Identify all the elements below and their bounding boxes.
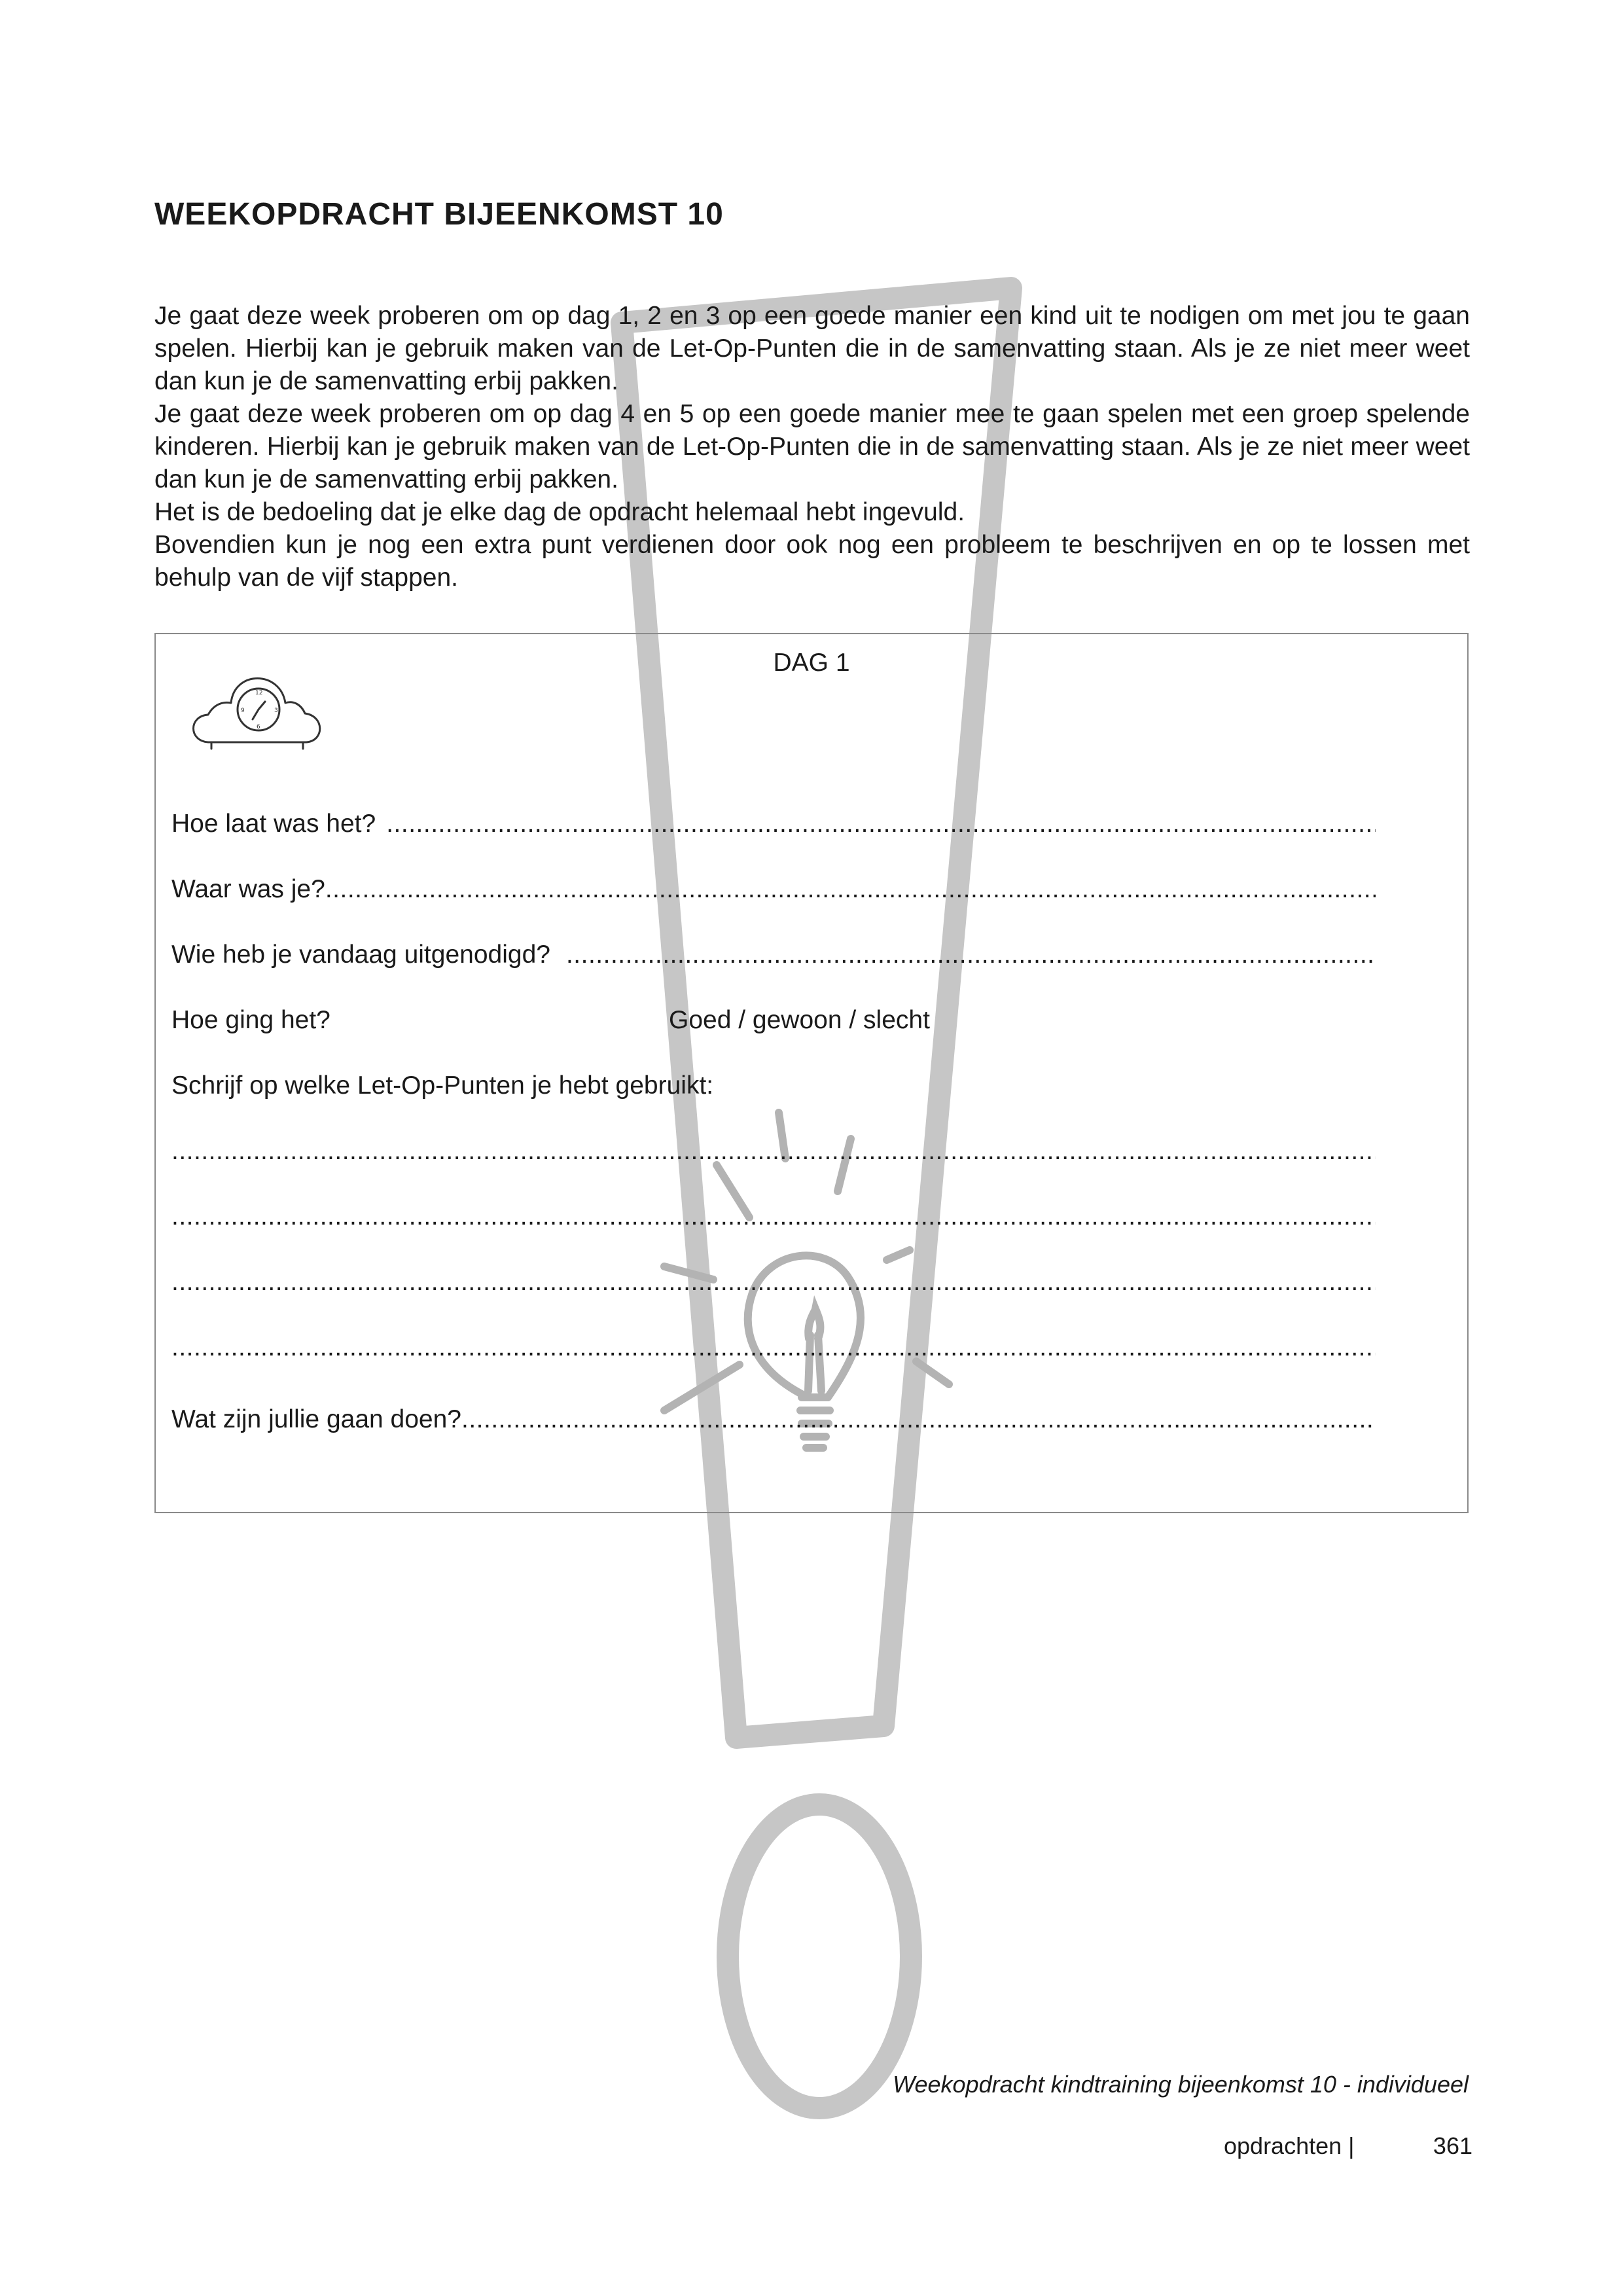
page-title: WEEKOPDRACHT BIJEENKOMST 10 bbox=[154, 197, 724, 232]
how-options[interactable]: Goed / gewoon / slecht bbox=[669, 1006, 930, 1034]
instructions bbox=[154, 300, 1470, 594]
activity-label: Wat zijn jullie gaan doen? bbox=[171, 1405, 461, 1433]
svg-text:9: 9 bbox=[241, 708, 245, 714]
time-label: Hoe laat was het? bbox=[171, 810, 376, 838]
time-answer-line[interactable] bbox=[386, 810, 1376, 838]
day-form bbox=[154, 633, 1469, 1513]
instruction-paragraph: Bovendien kun je nog een extra punt verdienen door ook nog een probleem te beschrijven en op te lossen met behulp van de vijf stappen. bbox=[154, 531, 1470, 592]
day-heading: DAG 1 bbox=[773, 649, 850, 677]
page-footer bbox=[1224, 2132, 1472, 2160]
instruction-paragraph: Je gaat deze week proberen om op dag 4 en 5 op een goede manier mee te gaan spelen met een groep spelende kinderen. Hierbij kan je gebruik maken van de Let-Op-Punten die in de samenvatting staan. Als je ze niet meer weet dan kun je de samenvatting erbij pakken. bbox=[154, 400, 1470, 493]
svg-text:12: 12 bbox=[255, 690, 263, 696]
page-number: 361 bbox=[1433, 2132, 1472, 2159]
points-line-4[interactable] bbox=[171, 1333, 1376, 1366]
how-row bbox=[171, 1006, 1376, 1039]
svg-text:6: 6 bbox=[257, 724, 260, 730]
place-row bbox=[171, 875, 1376, 908]
how-label: Hoe ging het? bbox=[171, 1006, 330, 1034]
time-row bbox=[171, 810, 1376, 842]
invited-answer-line[interactable] bbox=[566, 941, 1376, 969]
invited-row bbox=[171, 941, 1376, 973]
place-answer-line[interactable] bbox=[325, 875, 1376, 904]
activity-row bbox=[171, 1405, 1376, 1438]
invited-label: Wie heb je vandaag uitgenodigd? bbox=[171, 941, 550, 969]
instruction-paragraph: Je gaat deze week proberen om op dag 1, 2 en 3 op een goede manier een kind uit te nodigen om met jou te gaan spelen. Hierbij kan je gebruik maken van de Let-Op-Punten die in de samenvatting staan. Als je ze niet meer weet dan kun je de samenvatting erbij pakken. bbox=[154, 302, 1470, 395]
clock-icon bbox=[182, 657, 332, 755]
points-line-2[interactable] bbox=[171, 1202, 1376, 1235]
svg-text:3: 3 bbox=[274, 708, 278, 714]
footer-note: Weekopdracht kindtraining bijeenkomst 10 - individueel bbox=[893, 2071, 1469, 2098]
points-row bbox=[171, 1071, 1376, 1104]
points-line-3[interactable] bbox=[171, 1268, 1376, 1300]
footer-section: opdrachten | bbox=[1224, 2132, 1355, 2159]
instruction-paragraph: Het is de bedoeling dat je elke dag de opdracht helemaal hebt ingevuld. bbox=[154, 498, 965, 526]
place-label: Waar was je? bbox=[171, 875, 325, 903]
points-label: Schrijf op welke Let-Op-Punten je hebt gebruikt: bbox=[171, 1071, 714, 1100]
points-line-1[interactable] bbox=[171, 1137, 1376, 1170]
activity-answer-line[interactable] bbox=[461, 1405, 1376, 1434]
